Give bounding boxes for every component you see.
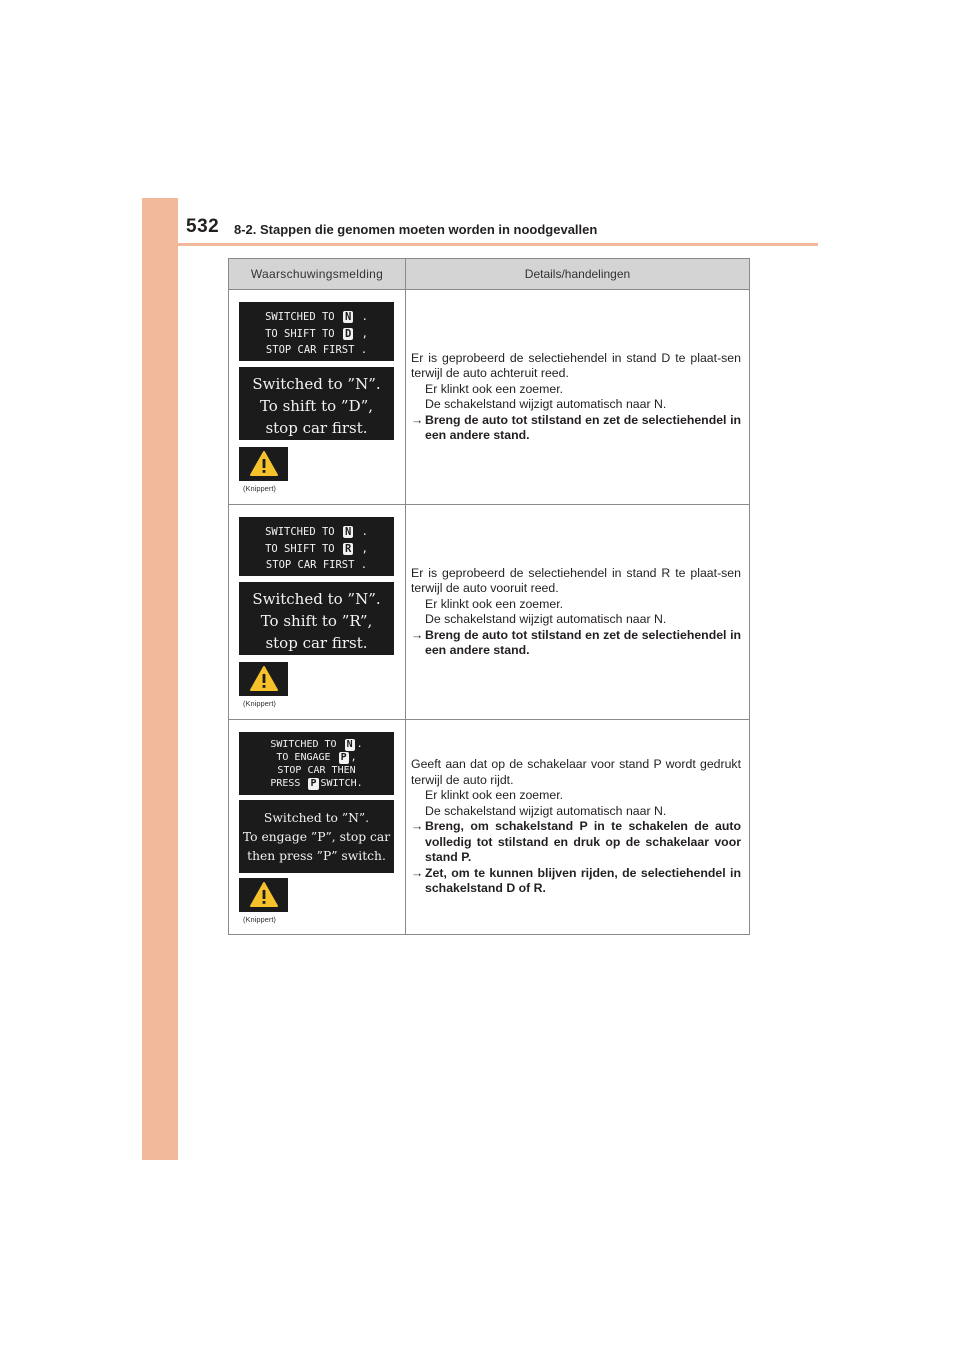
- side-margin-band: [142, 198, 178, 1160]
- action-item: → Zet, om te kunnen blijven rijden, de selectiehendel in schakelstand D of R.: [411, 865, 741, 896]
- text-display: Switched to ”N”. To shift to ”D”, stop car first.: [239, 367, 394, 440]
- details-note: De schakelstand wijzigt automatisch naar N.: [425, 397, 667, 411]
- shift-letter-box: P: [340, 752, 347, 763]
- blink-label: (Knippert): [243, 484, 276, 493]
- arrow-icon: →: [411, 412, 424, 427]
- column-header-details: Details/handelingen: [406, 259, 750, 290]
- blink-label: (Knippert): [243, 699, 276, 708]
- details-intro: Geeft aan dat op de schakelaar voor stand P wordt gedrukt terwijl de auto rijdt.: [411, 757, 741, 787]
- details-cell: [406, 505, 750, 720]
- message-cell: [229, 720, 406, 935]
- shift-letter-box: R: [344, 542, 352, 555]
- details-intro: Er is geprobeerd de selectiehendel in stand D te plaat-sen terwijl de auto achteruit reed.: [411, 350, 741, 380]
- details-note: Er klinkt ook een zoemer.: [425, 596, 564, 611]
- shift-letter-box: P: [310, 778, 317, 789]
- warning-table: [228, 258, 750, 935]
- details-note: De schakelstand wijzigt automatisch naar N.: [425, 612, 667, 626]
- arrow-icon: →: [411, 865, 424, 880]
- shift-letter-box: N: [344, 311, 352, 323]
- dot-matrix-display: SWITCHED TO N . TO ENGAGE P , STOP CAR THEN PRESS P SWITCH.: [239, 732, 394, 795]
- shift-letter-box: N: [344, 526, 352, 538]
- header-rule: [142, 243, 818, 246]
- message-cell: [229, 505, 406, 720]
- dot-matrix-display: SWITCHED TO N . TO SHIFT TO R , STOP CAR FIRST .: [239, 517, 394, 576]
- action-item: → Breng, om schakelstand P in te schakelen de auto volledig tot stilstand en druk op de schakelaar voor stand P.: [411, 819, 741, 865]
- warning-triangle-icon: [239, 662, 288, 696]
- text-display: Switched to ”N”. To engage ”P”, stop car then press ”P” switch.: [239, 800, 394, 873]
- warning-triangle-icon: [239, 878, 288, 912]
- details-note: Er klinkt ook een zoemer.: [425, 381, 564, 396]
- shift-letter-box: N: [346, 739, 353, 750]
- blink-label: (Knippert): [243, 915, 276, 924]
- details-cell: [406, 290, 750, 505]
- action-item: → Breng de auto tot stilstand en zet de selectiehendel in een andere stand.: [411, 412, 741, 442]
- details-note: De schakelstand wijzigt automatisch naar N.: [425, 803, 667, 818]
- details-intro: Er is geprobeerd de selectiehendel in stand R te plaat-sen terwijl de auto vooruit reed.: [411, 565, 741, 595]
- shift-letter-box: D: [344, 327, 352, 340]
- table-row: [229, 290, 750, 505]
- dot-matrix-display: SWITCHED TO N . TO SHIFT TO D , STOP CAR FIRST .: [239, 302, 394, 361]
- details-cell: [406, 720, 750, 935]
- column-header-message: Waarschuwingsmelding: [229, 259, 406, 290]
- table-row: [229, 505, 750, 720]
- action-item: → Breng de auto tot stilstand en zet de selectiehendel in een andere stand.: [411, 627, 741, 657]
- page-number: 532: [186, 216, 220, 237]
- arrow-icon: →: [411, 627, 424, 642]
- details-note: Er klinkt ook een zoemer.: [425, 788, 564, 803]
- message-cell: [229, 290, 406, 505]
- text-display: Switched to ”N”. To shift to ”R”, stop car first.: [239, 582, 394, 655]
- arrow-icon: →: [411, 819, 424, 834]
- table-row: [229, 720, 750, 935]
- table-header-row: [229, 259, 750, 290]
- warning-triangle-icon: [239, 447, 288, 481]
- section-title: 8-2. Stappen die genomen moeten worden in noodgevallen: [234, 222, 598, 237]
